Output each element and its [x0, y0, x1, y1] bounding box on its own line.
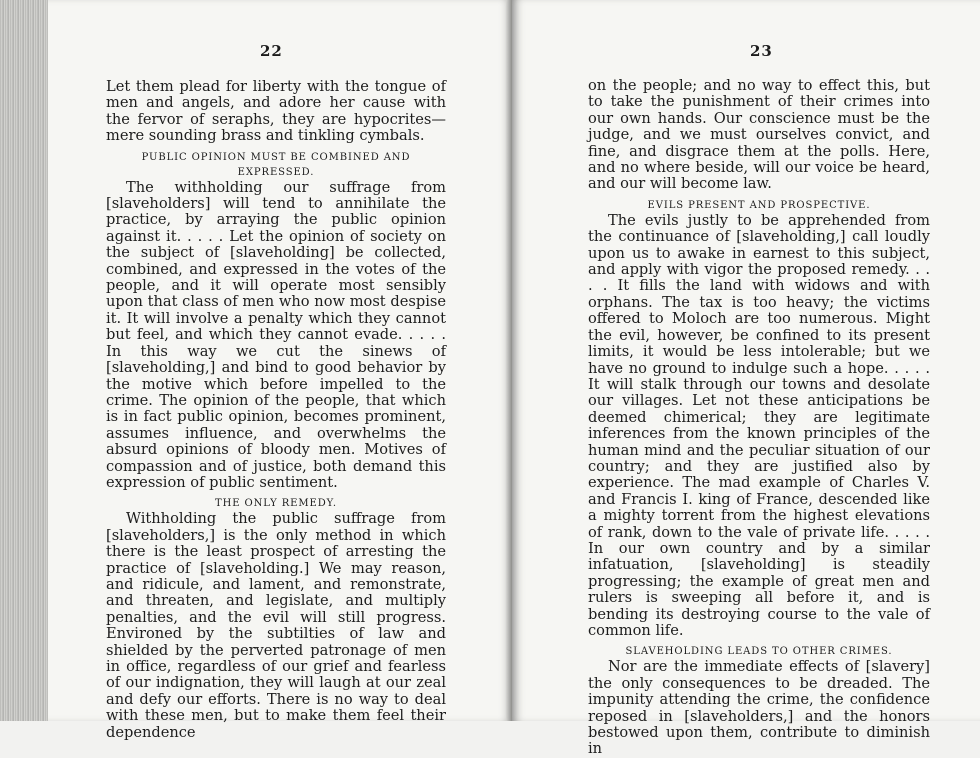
- left-section-heading-2: THE ONLY REMEDY.: [215, 498, 337, 510]
- left-page-number: 22: [260, 42, 283, 60]
- left-page-text: [106, 79, 446, 741]
- right-paragraph-2: Nor are the immediate effects of [slavery] the only consequences to be dreaded. The impunity attending the crime, the confidence reposed in [slaveholders,] and the honors bestowed upon them, contribute to diminish in: [588, 658, 930, 758]
- left-section-heading-1: PUBLIC OPINION MUST BE COMBINED AND EXPRESSED.: [141, 151, 411, 178]
- right-section-heading-2: SLAVEHOLDING LEADS TO OTHER CRIMES.: [625, 646, 893, 658]
- right-page-number: 23: [750, 42, 773, 60]
- right-page-text: [588, 78, 930, 758]
- right-paragraph-1: The evils justly to be apprehended from the continuance of [slaveholding,] call loudly upon us to awake in earnest to this subject, and apply with vigor the proposed remedy. . . . . It fills the land with widows and with orphans. The tax is too heavy; the victims offered to Moloch are too numerous. Might the evil, however, be confined to its present limits, it would be less intolerable; but we have no ground to indulge such a hope. . . . . It will stalk through our towns and desolate our villages. Let not these anticipations be deemed chimerical; they are legitimate inferences from the known principles of the human mind and the peculiar situation of our country; and they are justified also by experience. The mad example of Charles V. and Francis I. king of France, descended like a mighty torrent from the highest elevations of rank, down to the vale of private life. . . . . In our own country and by a similar infatuation, [slaveholding] is steadily progressing; the example of great men and rulers is sweeping all before it, and is bending its destroying course to the vale of common life.: [588, 211, 930, 639]
- right-section-heading-1: EVILS PRESENT AND PROSPECTIVE.: [647, 199, 871, 211]
- left-paragraph-2: Withholding the public suffrage from [slaveholders,] is the only method in which there is the least prospect of arresting the practice of [slaveholding.] We may reason, and ridicule, and lament, and remonstrate, and threaten, and legislate, and multiply penalties, and the evil will still progress. Environed by the subtilties of law and shielded by the perverted patronage of men in office, regardless of our grief and fearless of our indignation, they will laugh at our zeal and defy our efforts. There is no way to deal with these men, but to make them feel their dependence: [106, 510, 446, 741]
- left-paragraph-1: The withholding our suffrage from [slaveholders] will tend to annihilate the practice, by arraying the public opinion against it. . . . . Let the opinion of society on the subject of [slaveholding] be collected, combined, and expressed in the votes of the people, and it will operate most sensibly upon that class of men who now most despise it. It will involve a penalty which they cannot but feel, and which they cannot evade. . . . . In this way we cut the sinews of [slaveholding,] and bind to good behavior by the motive which before impelled to the crime. The opinion of the people, that which is in fact public opinion, becomes prominent, assumes influence, and overwhelms the absurd opinions of bloody men. Motives of compassion and of justice, both demand this expression of public sentiment.: [106, 178, 446, 491]
- left-page: [48, 0, 512, 741]
- right-intro-paragraph: on the people; and no way to effect this, but to take the punishment of their crimes into our own hands. Our conscience must be the judge, and we must ourselves convict, and fine, and disgrace them at the polls. Here, and no where beside, will our voice be heard, and our will become law.: [588, 77, 930, 193]
- left-intro-paragraph: Let them plead for liberty with the tongue of men and angels, and adore her cause with the fervor of seraphs, they are hypocrites—mere sounding brass and tinkling cymbals.: [106, 78, 446, 145]
- right-page: [512, 0, 980, 758]
